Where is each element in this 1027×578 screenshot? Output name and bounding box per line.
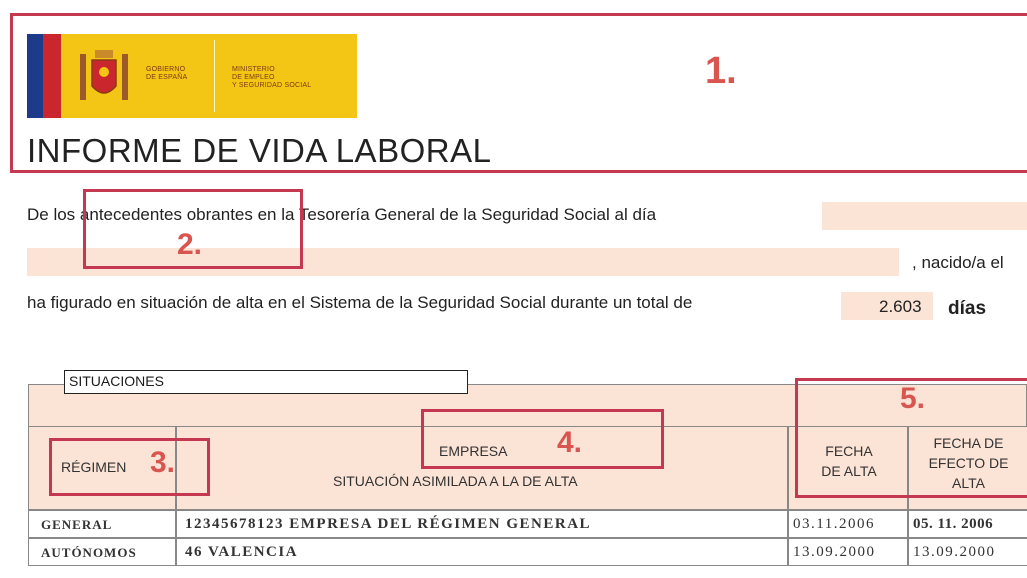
annotation-label-2: 2. xyxy=(177,228,203,261)
annotation-label-1: 1. xyxy=(705,50,737,92)
logo-ministerio-text: MINISTERIO DE EMPLEO Y SEGURIDAD SOCIAL xyxy=(232,66,312,89)
row-2-fecha-efecto-text: 13.09.2000 xyxy=(913,544,996,560)
table-row-2-regimen xyxy=(28,538,176,566)
annotation-box-4 xyxy=(421,409,664,469)
row-1-regimen-text: GENERAL xyxy=(41,517,113,532)
table-row-1-regimen xyxy=(28,510,176,538)
table-row-1-empresa xyxy=(176,510,788,538)
row-2-fecha-alta-text: 13.09.2000 xyxy=(793,544,876,560)
annotation-label-4: 4. xyxy=(557,426,583,459)
header-empresa-text: EMPRESA xyxy=(439,443,508,459)
annotation-box-1 xyxy=(10,13,1027,173)
birth-label: , nacido/a el xyxy=(912,253,1004,272)
row-2-empresa-text: 46 VALENCIA xyxy=(185,544,299,560)
report-date-field[interactable] xyxy=(822,202,1027,230)
row-1-fecha-alta-text: 03.11.2006 xyxy=(793,516,875,532)
annotation-label-3: 3. xyxy=(150,446,176,479)
table-row-2-empresa xyxy=(176,538,788,566)
header-fecha-efecto-text: FECHA DE EFECTO DE ALTA xyxy=(928,435,1009,491)
table-row-2-fecha-efecto xyxy=(908,538,1027,566)
table-row-1-fecha-alta xyxy=(788,510,908,538)
header-regimen-text: RÉGIMEN xyxy=(61,459,127,475)
logo-gobierno-text: GOBIERNO DE ESPAÑA xyxy=(146,66,188,81)
body-line-1: De los antecedentes obrantes en la Tesorería General de la Seguridad Social al día xyxy=(27,205,657,224)
header-fecha-alta-text: FECHA DE ALTA xyxy=(821,443,877,479)
table-row-2-fecha-alta xyxy=(788,538,908,566)
annotation-box-3 xyxy=(49,438,210,496)
body-line-3: ha figurado en situación de alta en el Sistema de la Seguridad Social durante un total de xyxy=(27,293,693,312)
row-2-regimen-text: AUTÓNOMOS xyxy=(41,545,137,560)
table-row-1-fecha-efecto xyxy=(908,510,1027,538)
total-days-unit: días xyxy=(948,298,987,319)
row-1-fecha-efecto-text: 05. 11. 2006 xyxy=(913,516,994,532)
page-title: INFORME DE VIDA LABORAL xyxy=(27,132,492,169)
annotation-label-5: 5. xyxy=(900,382,926,415)
row-1-empresa-text: 12345678123 EMPRESA DEL RÉGIMEN GENERAL xyxy=(185,516,592,532)
header-situacion-text: SITUACIÓN ASIMILADA A LA DE ALTA xyxy=(333,473,578,489)
total-days-value: 2.603 xyxy=(879,297,922,316)
situaciones-label: SITUACIONES xyxy=(64,370,468,394)
